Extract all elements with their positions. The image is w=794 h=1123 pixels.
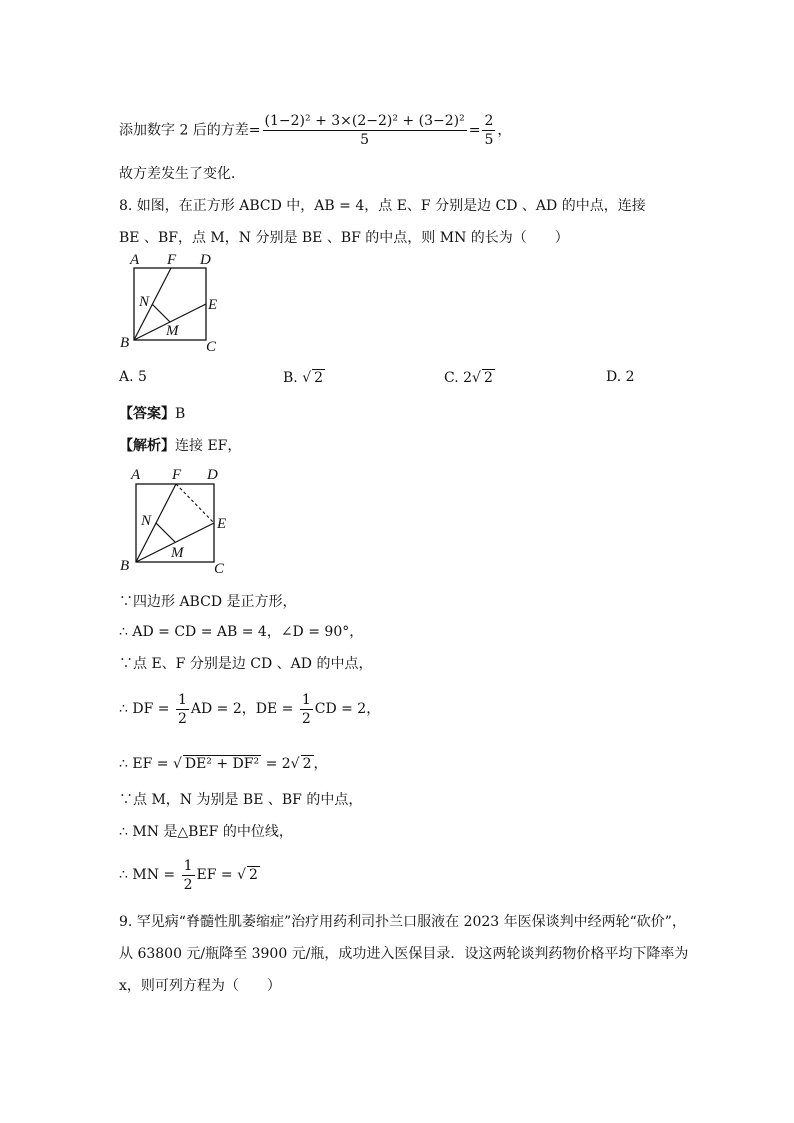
step-1: ∵四边形 ABCD 是正方形， [119, 594, 297, 610]
label-E: E [208, 297, 218, 313]
analysis-figure [114, 462, 234, 576]
label-A: A [131, 467, 141, 483]
step-4-pre: ∴ DF = [119, 701, 170, 717]
step-4 [119, 690, 380, 728]
mn-num: 1 [183, 857, 193, 874]
option-b: B. √ 2 [283, 370, 324, 386]
q8-stem-line-1: 8. 如图，在正方形 ABCD 中，AB = 4，点 E、F 分别是边 CD 、AD 的中点，连接 [119, 198, 646, 214]
label-N: N [141, 513, 152, 529]
step-5-end: ， [313, 756, 328, 772]
label-N: N [139, 294, 150, 310]
q8-figure [114, 250, 224, 354]
option-b-prefix: B. [283, 370, 298, 386]
label-F: F [172, 467, 182, 483]
step-3: ∵点 E、F 分别是边 CD 、AD 的中点， [119, 656, 373, 672]
step-4-end: CD = 2， [314, 701, 381, 717]
half-fraction [176, 691, 189, 728]
step-5-eq: = 2 [265, 756, 291, 772]
step-5-radicand-2: 2 [302, 756, 312, 772]
half-fraction-2 [300, 691, 313, 728]
option-c-radicand: 2 [483, 370, 493, 386]
label-F: F [167, 252, 177, 268]
step-2: ∴ AD = CD = AB = 4，∠D = 90°， [119, 624, 364, 640]
q9-line-1: 9. 罕见病“脊髓性肌萎缩症”治疗用药利司扑兰口服液在 2023 年医保谈判中经两轮“砍价”， [119, 914, 686, 930]
step-4-mid: AD = 2，DE = [190, 701, 294, 717]
step-5-pre: ∴ EF = [119, 756, 169, 772]
label-B: B [120, 335, 130, 351]
option-c: C. 2√ 2 [444, 370, 493, 386]
answer-tag: 【答案】 [119, 406, 175, 422]
variance-line [119, 112, 511, 149]
label-M: M [171, 545, 184, 561]
option-b-radicand: 2 [314, 370, 324, 386]
variance-result-num: 2 [484, 113, 494, 129]
step-5-radicand: DE² + DF² [184, 756, 260, 772]
variance-denominator: 5 [360, 132, 370, 148]
mn-den: 2 [183, 876, 193, 893]
step-5: ∴ EF = √ DE² + DF² = 2√ 2 ， [119, 756, 328, 772]
option-c-coef: 2 [463, 370, 473, 386]
variance-result [482, 112, 495, 149]
answer-line [119, 404, 185, 424]
variance-fraction [263, 112, 467, 149]
half2-num: 1 [301, 691, 311, 708]
mn-fraction [182, 857, 195, 894]
step-7: ∴ MN 是△BEF 的中位线， [119, 824, 293, 840]
label-B: B [120, 558, 130, 574]
step-8: ∴ MN = $\frac{1}{2}$ EF = √ 2 [119, 857, 258, 893]
step-6: ∵点 M，N 为别是 BE 、BF 的中点， [119, 792, 363, 808]
label-C: C [206, 339, 217, 354]
variance-numerator: (1−2)² + 3×(2−2)² + (3−2)² [264, 113, 465, 129]
half-den: 2 [177, 710, 187, 727]
answer-value: B [175, 406, 186, 422]
option-c-prefix: C. [444, 370, 459, 386]
q8-stem-line-2: BE 、BF，点 M，N 分别是 BE 、BF 的中点，则 MN 的长为（ ） [119, 230, 569, 246]
variance-eq: = [468, 122, 481, 139]
q9-line-2: 从 63800 元/瓶降至 3900 元/瓶，成功进入医保目录．设这两轮谈判药物价格平均下降率为 [119, 946, 689, 962]
label-D: D [207, 467, 218, 483]
label-M: M [166, 323, 179, 339]
half2-den: 2 [301, 710, 311, 727]
label-E: E [217, 516, 227, 532]
conclusion-line: 故方差发生了变化． [119, 166, 245, 182]
option-d: D. 2 [606, 369, 635, 385]
label-C: C [214, 561, 225, 576]
q9-line-3: x，则可列方程为（ ） [119, 978, 281, 994]
analysis-text: 连接 EF， [175, 438, 242, 454]
step-8-radicand: 2 [249, 867, 258, 883]
label-A: A [130, 252, 140, 268]
analysis-line [119, 436, 241, 456]
label-D: D [200, 252, 211, 268]
variance-result-den: 5 [484, 132, 494, 148]
step-8-pre: ∴ MN = [119, 867, 176, 883]
half-num: 1 [177, 691, 187, 708]
variance-suffix: ， [497, 122, 512, 139]
step-8-mid: EF = [196, 867, 233, 883]
option-a: A. 5 [119, 369, 147, 385]
analysis-tag: 【解析】 [119, 438, 175, 454]
variance-prefix: 添加数字 2 后的方差= [119, 122, 261, 139]
